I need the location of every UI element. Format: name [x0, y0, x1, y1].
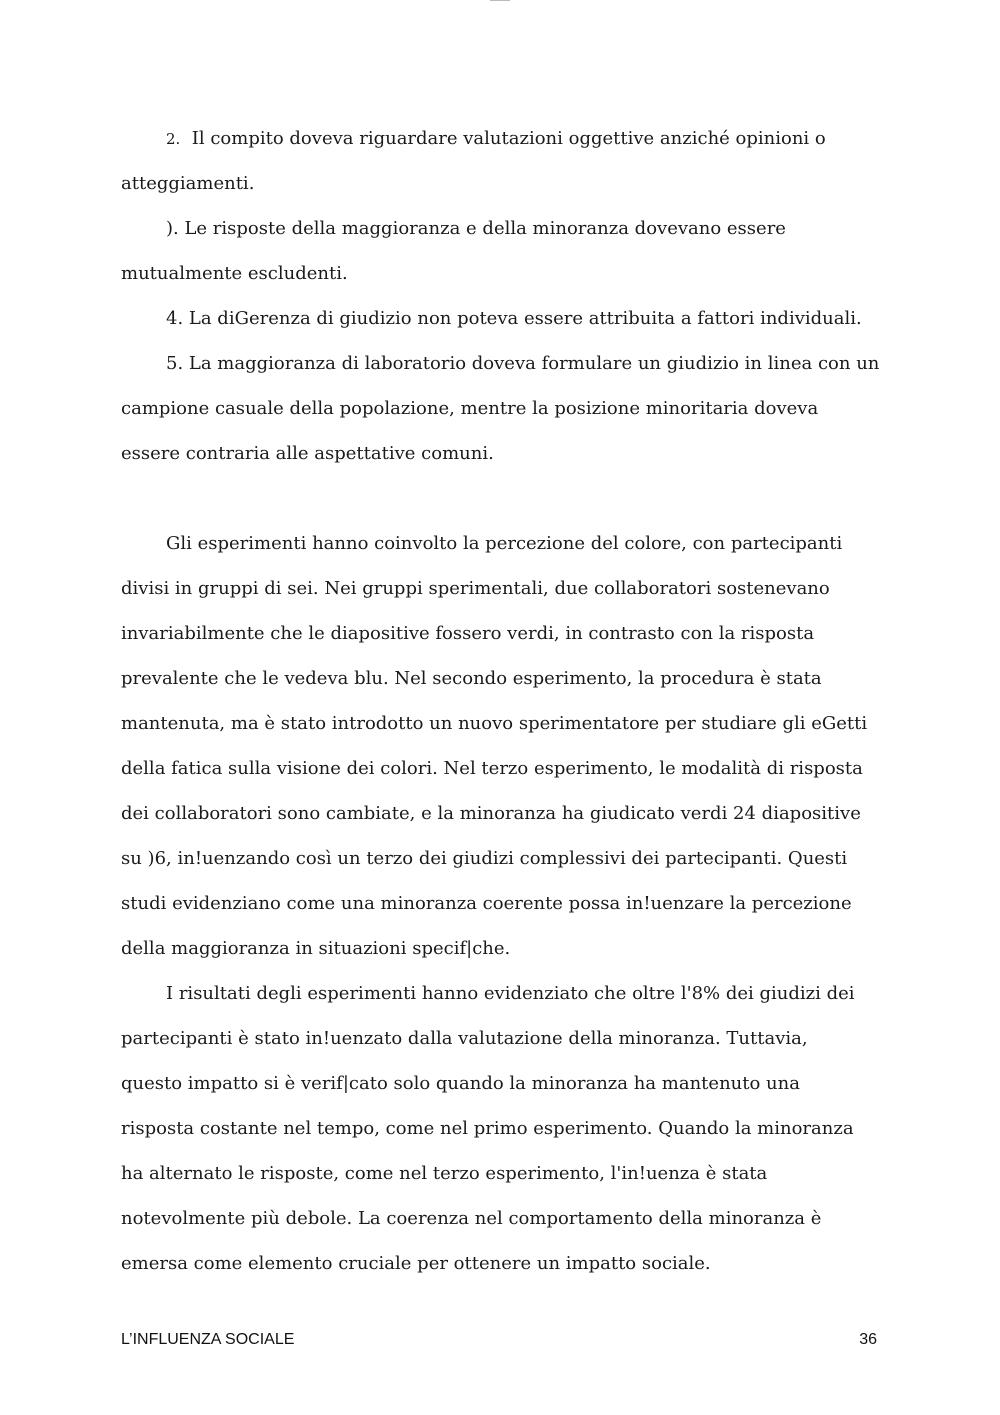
paragraph-1-line: divisi in gruppi di sei. Nei gruppi sperimentali, due collaboratori sostenevano [121, 578, 830, 599]
list-item-2-number: 2. [166, 130, 181, 148]
paragraph-2-line: I risultati degli esperimenti hanno evidenziato che oltre l'8% dei giudizi dei [166, 983, 855, 1004]
paragraph-1-line: prevalente che le vedeva blu. Nel secondo esperimento, la procedura è stata [121, 668, 822, 689]
footer-title: L’INFLUENZA SOCIALE [121, 1331, 295, 1348]
paragraph-1-line: studi evidenziano come una minoranza coerente possa in!uenzare la percezione [121, 893, 852, 914]
body-text [121, 116, 881, 1286]
list-item-3-line-1: ). Le risposte della maggioranza e della minoranza dovevano essere [166, 218, 786, 239]
paragraph-1-line: Gli esperimenti hanno coinvolto la percezione del colore, con partecipanti [166, 533, 843, 554]
paragraph-1-line: mantenuta, ma è stato introdotto un nuovo sperimentatore per studiare gli eGetti [121, 713, 868, 734]
paragraph-2-line: partecipanti è stato in!uenzato dalla valutazione della minoranza. Tuttavia, [121, 1028, 808, 1049]
list-item-5-line-2: campione casuale della popolazione, mentre la posizione minoritaria doveva [121, 398, 819, 419]
paragraph-2-line: notevolmente più debole. La coerenza nel comportamento della minoranza è [121, 1208, 822, 1229]
paragraph-2-line: ha alternato le risposte, come nel terzo esperimento, l'in!uenza è stata [121, 1163, 768, 1184]
list-item-4: 4. La diGerenza di giudizio non poteva essere attribuita a fattori individuali. [166, 308, 862, 329]
paragraph-2-line: emersa come elemento cruciale per ottenere un impatto sociale. [121, 1253, 711, 1274]
top-header-mark [490, 0, 510, 3]
paragraph-1-line: della maggioranza in situazioni specif|che. [121, 938, 511, 959]
paragraph-1-line: della fatica sulla visione dei colori. Nel terzo esperimento, le modalità di risposta [121, 758, 863, 779]
paragraph-1-line: invariabilmente che le diapositive fossero verdi, in contrasto con la risposta [121, 623, 815, 644]
list-item-5-line-1: 5. La maggioranza di laboratorio doveva formulare un giudizio in linea con un [166, 353, 880, 374]
paragraph-2-line: questo impatto si è verif|cato solo quando la minoranza ha mantenuto una [121, 1073, 800, 1094]
paragraph-2-line: risposta costante nel tempo, come nel primo esperimento. Quando la minoranza [121, 1118, 854, 1139]
list-item-3-line-2: mutualmente escludenti. [121, 263, 348, 284]
page-number: 36 [859, 1331, 877, 1348]
list-item-2-line-1: 2. Il compito doveva riguardare valutazioni oggettive anziché opinioni o [166, 128, 826, 149]
paragraph-1-line: dei collaboratori sono cambiate, e la minoranza ha giudicato verdi 24 diapositive [121, 803, 861, 824]
list-item-2-line-2: atteggiamenti. [121, 173, 255, 194]
paragraph-gap [121, 476, 881, 521]
paragraph-1-line: su )6, in!uenzando così un terzo dei giudizi complessivi dei partecipanti. Questi [121, 848, 848, 869]
list-item-5-line-3: essere contraria alle aspettative comuni. [121, 443, 494, 464]
